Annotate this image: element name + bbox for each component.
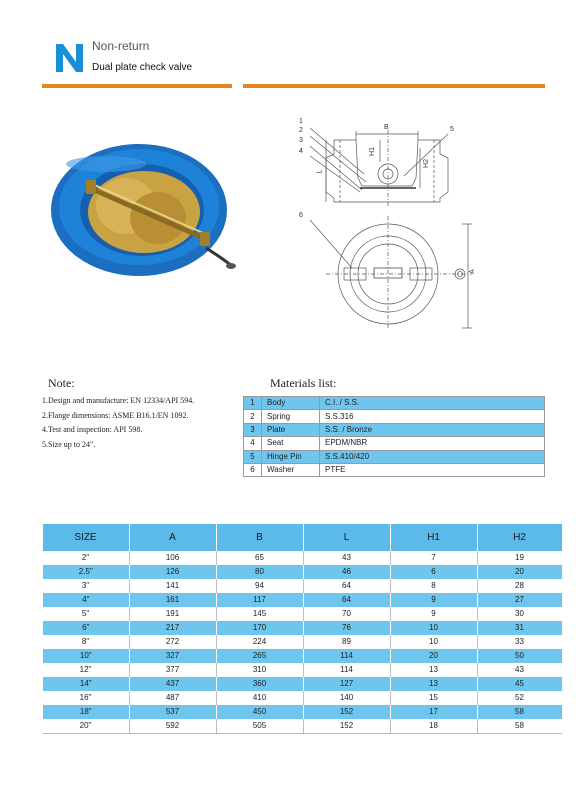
table-cell: 141 — [129, 579, 216, 593]
table-cell: 437 — [129, 677, 216, 691]
table-cell: 19 — [477, 551, 562, 565]
col-header: H1 — [390, 524, 477, 551]
table-cell: 13 — [390, 663, 477, 677]
table-cell: 8 — [390, 579, 477, 593]
table-cell: 505 — [216, 719, 303, 734]
material-no: 1 — [244, 397, 262, 410]
drawing-label-a: A — [468, 269, 476, 274]
table-cell: 94 — [216, 579, 303, 593]
table-row — [43, 607, 562, 621]
drawing-labels — [296, 118, 476, 333]
table-cell: 76 — [303, 621, 390, 635]
table-cell: 152 — [303, 705, 390, 719]
table-cell: 17 — [390, 705, 477, 719]
table-cell: 410 — [216, 691, 303, 705]
material-value: S.S. / Bronze — [320, 423, 545, 436]
table-cell: 30 — [477, 607, 562, 621]
table-cell: 9 — [390, 607, 477, 621]
table-cell: 117 — [216, 593, 303, 607]
col-header: SIZE — [43, 524, 130, 551]
material-no: 4 — [244, 437, 262, 450]
table-cell: 89 — [303, 635, 390, 649]
table-cell: 8" — [81, 637, 90, 646]
table-row — [244, 397, 545, 410]
table-cell: 592 — [129, 719, 216, 734]
table-cell: 58 — [477, 705, 562, 719]
drawing-label-h2: H2 — [422, 159, 430, 168]
page-subtitle: Dual plate check valve — [92, 62, 193, 73]
table-cell: 65 — [216, 551, 303, 565]
valve-photo — [46, 140, 246, 280]
table-cell: 15 — [390, 691, 477, 705]
table-cell: 14" — [43, 677, 130, 691]
table-cell: 52 — [477, 691, 562, 705]
table-row — [43, 621, 562, 635]
table-row — [43, 691, 562, 705]
drawing-label-l: L — [316, 169, 324, 174]
table-cell: 2" — [81, 553, 90, 562]
table-cell: 16" — [79, 693, 92, 702]
material-value: PTFE — [320, 463, 545, 476]
col-header: L — [303, 524, 390, 551]
table-cell: 537 — [129, 705, 216, 719]
note-item: 2.Flange dimensions: ASME B16.1/EN 1092. — [42, 410, 189, 420]
table-cell: 20" — [43, 719, 130, 734]
table-cell: 20 — [477, 565, 562, 579]
table-cell: 64 — [303, 593, 390, 607]
table-cell: 10 — [390, 635, 477, 649]
table-cell: 27 — [477, 593, 562, 607]
table-cell: 2.5" — [43, 565, 130, 579]
material-value: C.I. / S.S. — [320, 397, 545, 410]
table-cell: 217 — [129, 621, 216, 635]
table-cell: 64 — [303, 579, 390, 593]
col-header: H2 — [477, 524, 562, 551]
table-row — [43, 649, 562, 663]
brand-logo — [54, 42, 85, 73]
table-cell: 114 — [303, 649, 390, 663]
col-header: A — [129, 524, 216, 551]
table-row — [244, 450, 545, 463]
drawing-label-3: 3 — [299, 137, 303, 144]
material-part: Seat — [262, 437, 320, 450]
material-part: Body — [262, 397, 320, 410]
table-row — [244, 437, 545, 450]
table-cell: 4" — [43, 593, 130, 607]
drawing-label-5: 5 — [450, 126, 454, 133]
notes-heading: Note: — [48, 376, 75, 390]
table-cell: 33 — [477, 635, 562, 649]
page-title: Non-return — [92, 39, 150, 53]
table-row — [43, 705, 562, 719]
table-row — [43, 719, 562, 734]
materials-table — [243, 396, 545, 477]
table-cell: 70 — [303, 607, 390, 621]
table-row — [244, 423, 545, 436]
drawing-label-h1: H1 — [368, 147, 376, 156]
material-no: 6 — [244, 463, 262, 476]
col-header: B — [216, 524, 303, 551]
table-cell: 18" — [43, 705, 130, 719]
materials-heading: Materials list: — [270, 376, 337, 390]
table-cell: 7 — [390, 551, 477, 565]
table-cell: 45 — [477, 677, 562, 691]
dimensions-table — [42, 524, 562, 734]
drawing-label-1: 1 — [299, 118, 303, 125]
material-no: 5 — [244, 450, 262, 463]
table-cell: 13 — [390, 677, 477, 691]
table-cell: 10 — [390, 621, 477, 635]
material-value: EPDM/NBR — [320, 437, 545, 450]
material-value: S.S.410/420 — [320, 450, 545, 463]
material-part: Plate — [262, 423, 320, 436]
dimensions-body — [43, 551, 562, 734]
table-cell: 6 — [390, 565, 477, 579]
table-cell: 265 — [216, 649, 303, 663]
table-row — [43, 635, 562, 649]
table-cell: 9 — [390, 593, 477, 607]
table-cell: 106 — [129, 551, 216, 565]
table-cell: 272 — [129, 635, 216, 649]
drawing-label-2: 2 — [299, 127, 303, 134]
table-cell: 18 — [390, 719, 477, 734]
table-cell: 12" — [79, 665, 92, 674]
table-cell: 327 — [129, 649, 216, 663]
notes-list — [42, 394, 194, 452]
table-cell: 145 — [216, 607, 303, 621]
table-cell: 5" — [81, 609, 90, 618]
table-cell: 46 — [303, 565, 390, 579]
table-cell: 10" — [43, 649, 130, 663]
table-cell: 3" — [81, 581, 90, 590]
material-no: 2 — [244, 410, 262, 423]
table-cell: 58 — [477, 719, 562, 734]
header-divider-left — [42, 84, 232, 88]
table-cell: 80 — [216, 565, 303, 579]
table-header-row — [43, 524, 562, 551]
material-part: Washer — [262, 463, 320, 476]
note-item: 5.Size up to 24". — [42, 439, 96, 449]
material-no: 3 — [244, 423, 262, 436]
table-cell: 50 — [477, 649, 562, 663]
table-row — [43, 663, 562, 677]
drawing-label-6: 6 — [299, 212, 303, 219]
table-cell: 170 — [216, 621, 303, 635]
table-row — [43, 551, 562, 565]
note-item: 4.Test and inspection: API 598. — [42, 425, 143, 434]
table-cell: 161 — [129, 593, 216, 607]
table-row — [43, 593, 562, 607]
table-row — [43, 677, 562, 691]
table-cell: 191 — [129, 607, 216, 621]
table-cell: 140 — [303, 691, 390, 705]
table-row — [43, 565, 562, 579]
table-cell: 360 — [216, 677, 303, 691]
table-row — [43, 579, 562, 593]
table-cell: 224 — [216, 635, 303, 649]
table-cell: 310 — [216, 663, 303, 677]
note-item: 1.Design and manufacture: EN 12334/API 594. — [42, 396, 195, 405]
table-row — [244, 463, 545, 476]
table-cell: 152 — [303, 719, 390, 734]
table-cell: 43 — [303, 551, 390, 565]
drawing-label-4: 4 — [299, 148, 303, 155]
table-cell: 487 — [129, 691, 216, 705]
table-cell: 377 — [129, 663, 216, 677]
table-cell: 6" — [43, 621, 130, 635]
table-cell: 126 — [129, 565, 216, 579]
table-row — [244, 410, 545, 423]
table-cell: 127 — [303, 677, 390, 691]
material-value: S.S.316 — [320, 410, 545, 423]
table-cell: 450 — [216, 705, 303, 719]
table-cell: 20 — [390, 649, 477, 663]
table-cell: 31 — [477, 621, 562, 635]
material-part: Spring — [262, 410, 320, 423]
table-cell: 28 — [477, 579, 562, 593]
header-divider-right — [243, 84, 545, 88]
table-cell: 114 — [303, 663, 390, 677]
drawing-label-b: B — [384, 124, 389, 131]
table-cell: 43 — [477, 663, 562, 677]
material-part: Hinge Pin — [262, 450, 320, 463]
